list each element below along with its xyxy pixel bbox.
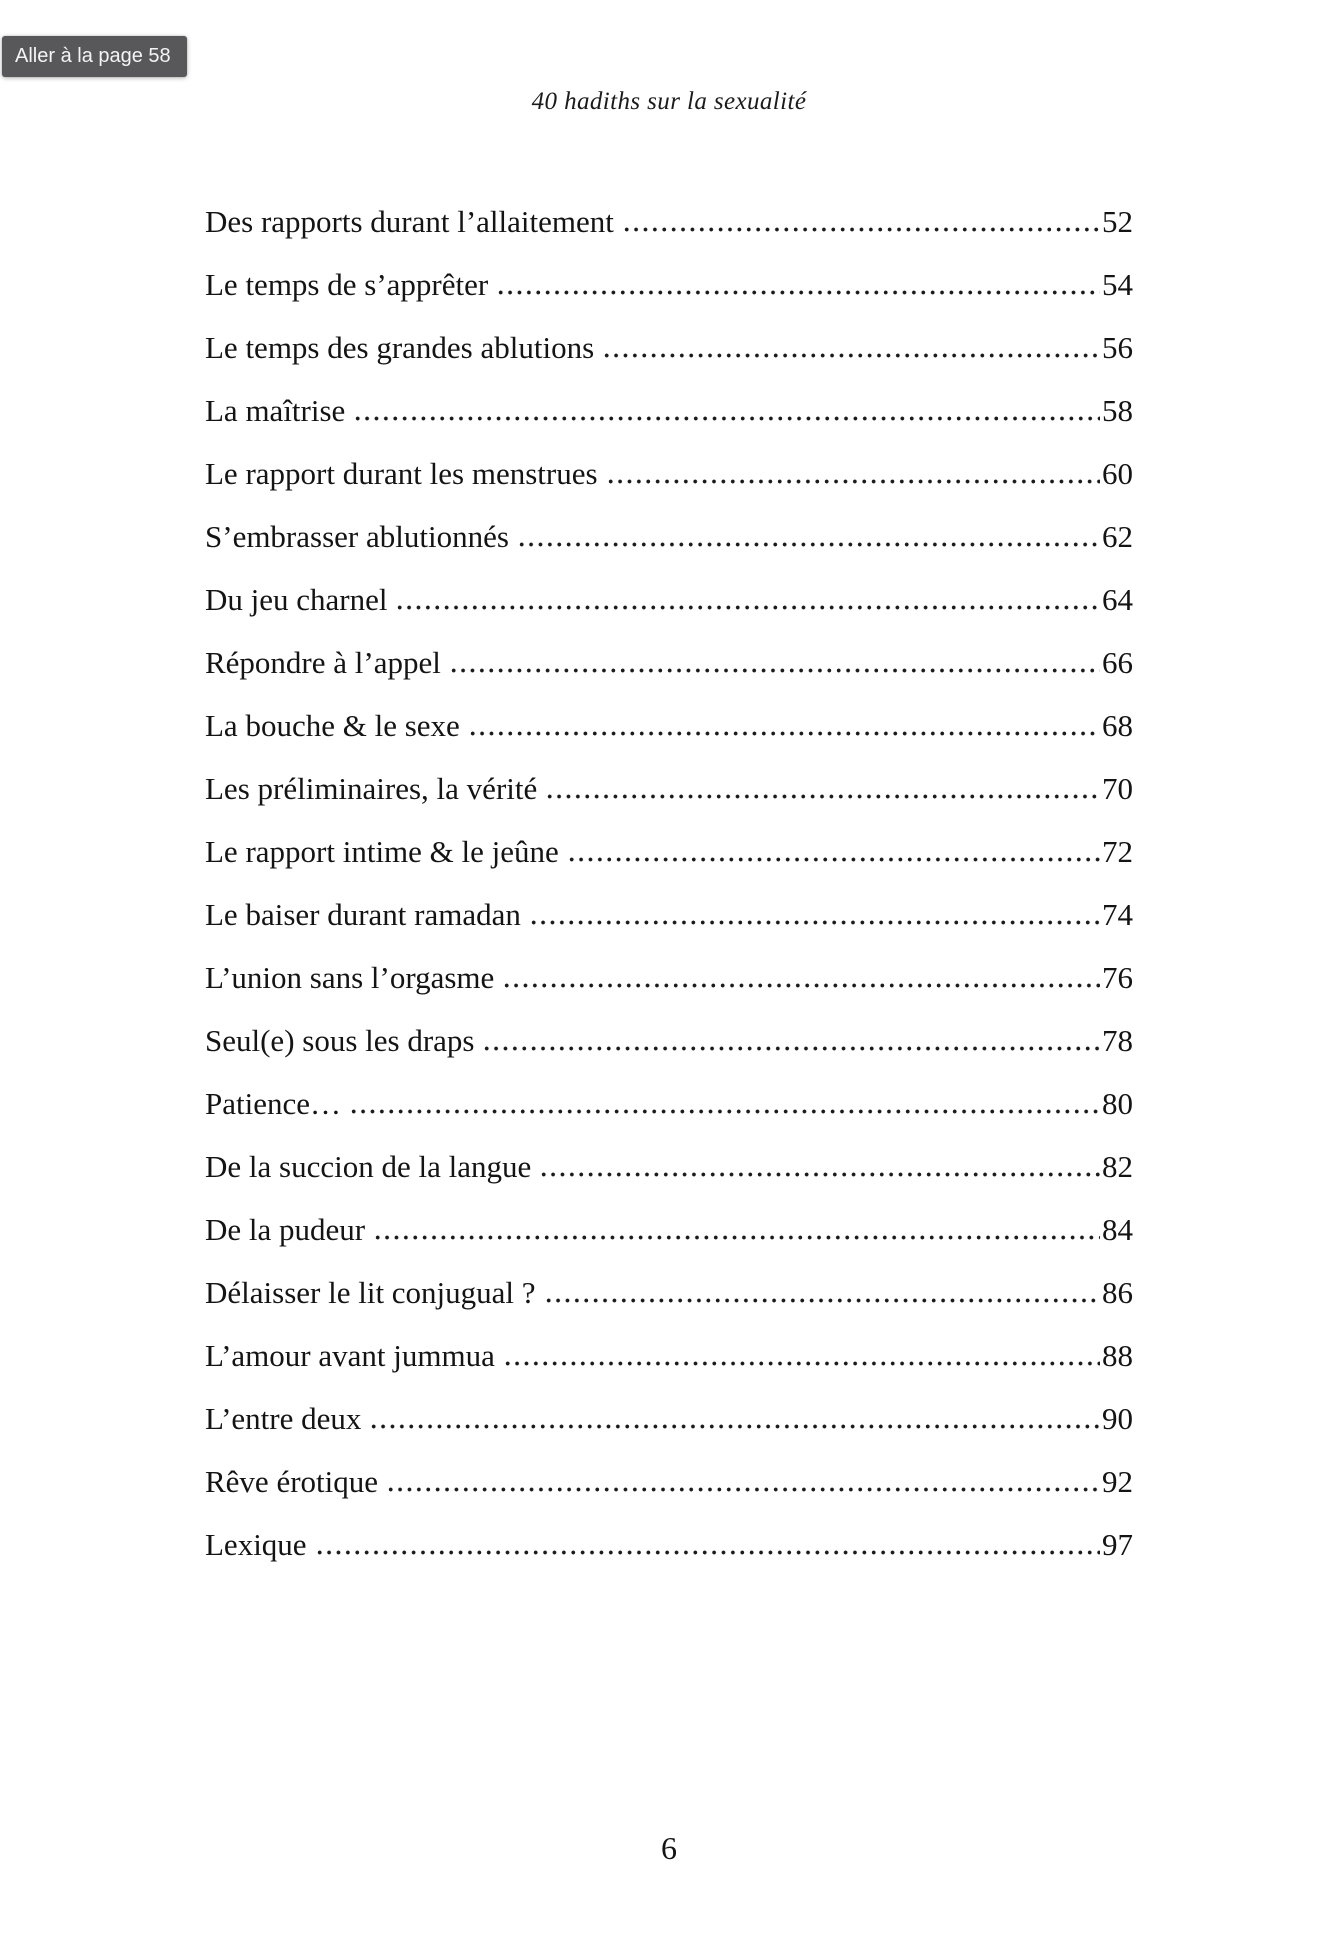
toc-entry-title: Le rapport intime & le jeûne [205,834,559,869]
dot-leader [315,1550,1100,1555]
dot-leader [517,542,1100,547]
dot-leader [502,983,1100,988]
toc-entry-title: Du jeu charnel [205,582,388,617]
toc-entry[interactable] [205,1072,1133,1135]
toc-entry-title: Le baiser durant ramadan [205,897,521,932]
toc-entry[interactable] [205,190,1133,253]
toc-entry-page: 68 [1102,708,1133,743]
dot-leader [449,668,1100,673]
dot-leader [602,353,1100,358]
toc-entry[interactable] [205,1261,1133,1324]
toc-entry-page: 76 [1102,960,1133,995]
toc-entry[interactable] [205,820,1133,883]
toc-entry-title: L’amour avant jummua [205,1338,495,1373]
toc-entry-title: La maîtrise [205,393,346,428]
toc-entry-page: 86 [1102,1275,1133,1310]
toc-entry[interactable] [205,631,1133,694]
toc-entry-title: La bouche & le sexe [205,708,460,743]
toc-entry[interactable] [205,694,1133,757]
toc-entry-title: Délaisser le lit conjugual ? [205,1275,536,1310]
toc-entry[interactable] [205,757,1133,820]
toc-entry[interactable] [205,1450,1133,1513]
toc-entry-title: De la succion de la langue [205,1149,532,1184]
toc-entry-title: Patience… [205,1086,342,1121]
dot-leader [349,1109,1100,1114]
toc-entry-title: De la pudeur [205,1212,366,1247]
toc-entry-page: 88 [1102,1338,1133,1373]
dot-leader [539,1172,1100,1177]
toc-entry[interactable] [205,946,1133,1009]
go-to-page-tooltip: Aller à la page 58 [2,36,187,77]
toc-entry-page: 74 [1102,897,1133,932]
toc-entry-title: Le temps des grandes ablutions [205,330,595,365]
toc-entry-page: 56 [1102,330,1133,365]
toc-entry-title: Les préliminaires, la vérité [205,771,538,806]
toc-entry[interactable] [205,1198,1133,1261]
toc-entry[interactable] [205,316,1133,379]
toc-entry-title: Seul(e) sous les draps [205,1023,475,1058]
toc-entry[interactable] [205,442,1133,505]
dot-leader [482,1046,1100,1051]
toc-entry-page: 62 [1102,519,1133,554]
dot-leader [544,1298,1100,1303]
toc-entry[interactable] [205,1513,1133,1576]
toc-entry-title: S’embrasser ablutionnés [205,519,509,554]
toc-entry[interactable] [205,883,1133,946]
toc-entry-page: 54 [1102,267,1133,302]
dot-leader [353,416,1100,421]
toc-entry-page: 52 [1102,204,1133,239]
toc-entry-page: 82 [1102,1149,1133,1184]
toc-entry-page: 58 [1102,393,1133,428]
dot-leader [468,731,1100,736]
toc-entry-page: 84 [1102,1212,1133,1247]
toc-entry-title: Le temps de s’apprêter [205,267,489,302]
table-of-contents [205,190,1133,1576]
toc-entry[interactable] [205,1009,1133,1072]
toc-entry-page: 92 [1102,1464,1133,1499]
toc-entry-title: Lexique [205,1527,307,1562]
toc-entry-title: Répondre à l’appel [205,645,441,680]
toc-entry-page: 70 [1102,771,1133,806]
dot-leader [606,479,1100,484]
toc-entry-title: L’entre deux [205,1401,362,1436]
dot-leader [545,794,1100,799]
toc-entry-title: Le rapport durant les menstrues [205,456,598,491]
toc-entry-page: 78 [1102,1023,1133,1058]
dot-leader [373,1235,1100,1240]
toc-entry-title: L’union sans l’orgasme [205,960,495,995]
toc-entry-page: 66 [1102,645,1133,680]
toc-entry[interactable] [205,568,1133,631]
running-title: 40 hadiths sur la sexualité [531,88,807,115]
page-number: 6 [661,1830,677,1866]
toc-entry-title: Rêve érotique [205,1464,379,1499]
dot-leader [386,1487,1100,1492]
dot-leader [395,605,1100,610]
toc-entry-page: 60 [1102,456,1133,491]
toc-entry[interactable] [205,379,1133,442]
toc-entry[interactable] [205,1135,1133,1198]
dot-leader [567,857,1100,862]
toc-entry-title: Des rapports durant l’allaitement [205,204,614,239]
toc-entry-page: 64 [1102,582,1133,617]
dot-leader [622,227,1100,232]
toc-entry[interactable] [205,253,1133,316]
dot-leader [529,920,1100,925]
dot-leader [369,1424,1100,1429]
toc-entry[interactable] [205,1387,1133,1450]
toc-entry[interactable] [205,505,1133,568]
dot-leader [496,290,1100,295]
toc-entry-page: 97 [1102,1527,1133,1562]
dot-leader [503,1361,1100,1366]
toc-entry-page: 80 [1102,1086,1133,1121]
toc-entry-page: 90 [1102,1401,1133,1436]
toc-entry[interactable] [205,1324,1133,1387]
toc-entry-page: 72 [1102,834,1133,869]
